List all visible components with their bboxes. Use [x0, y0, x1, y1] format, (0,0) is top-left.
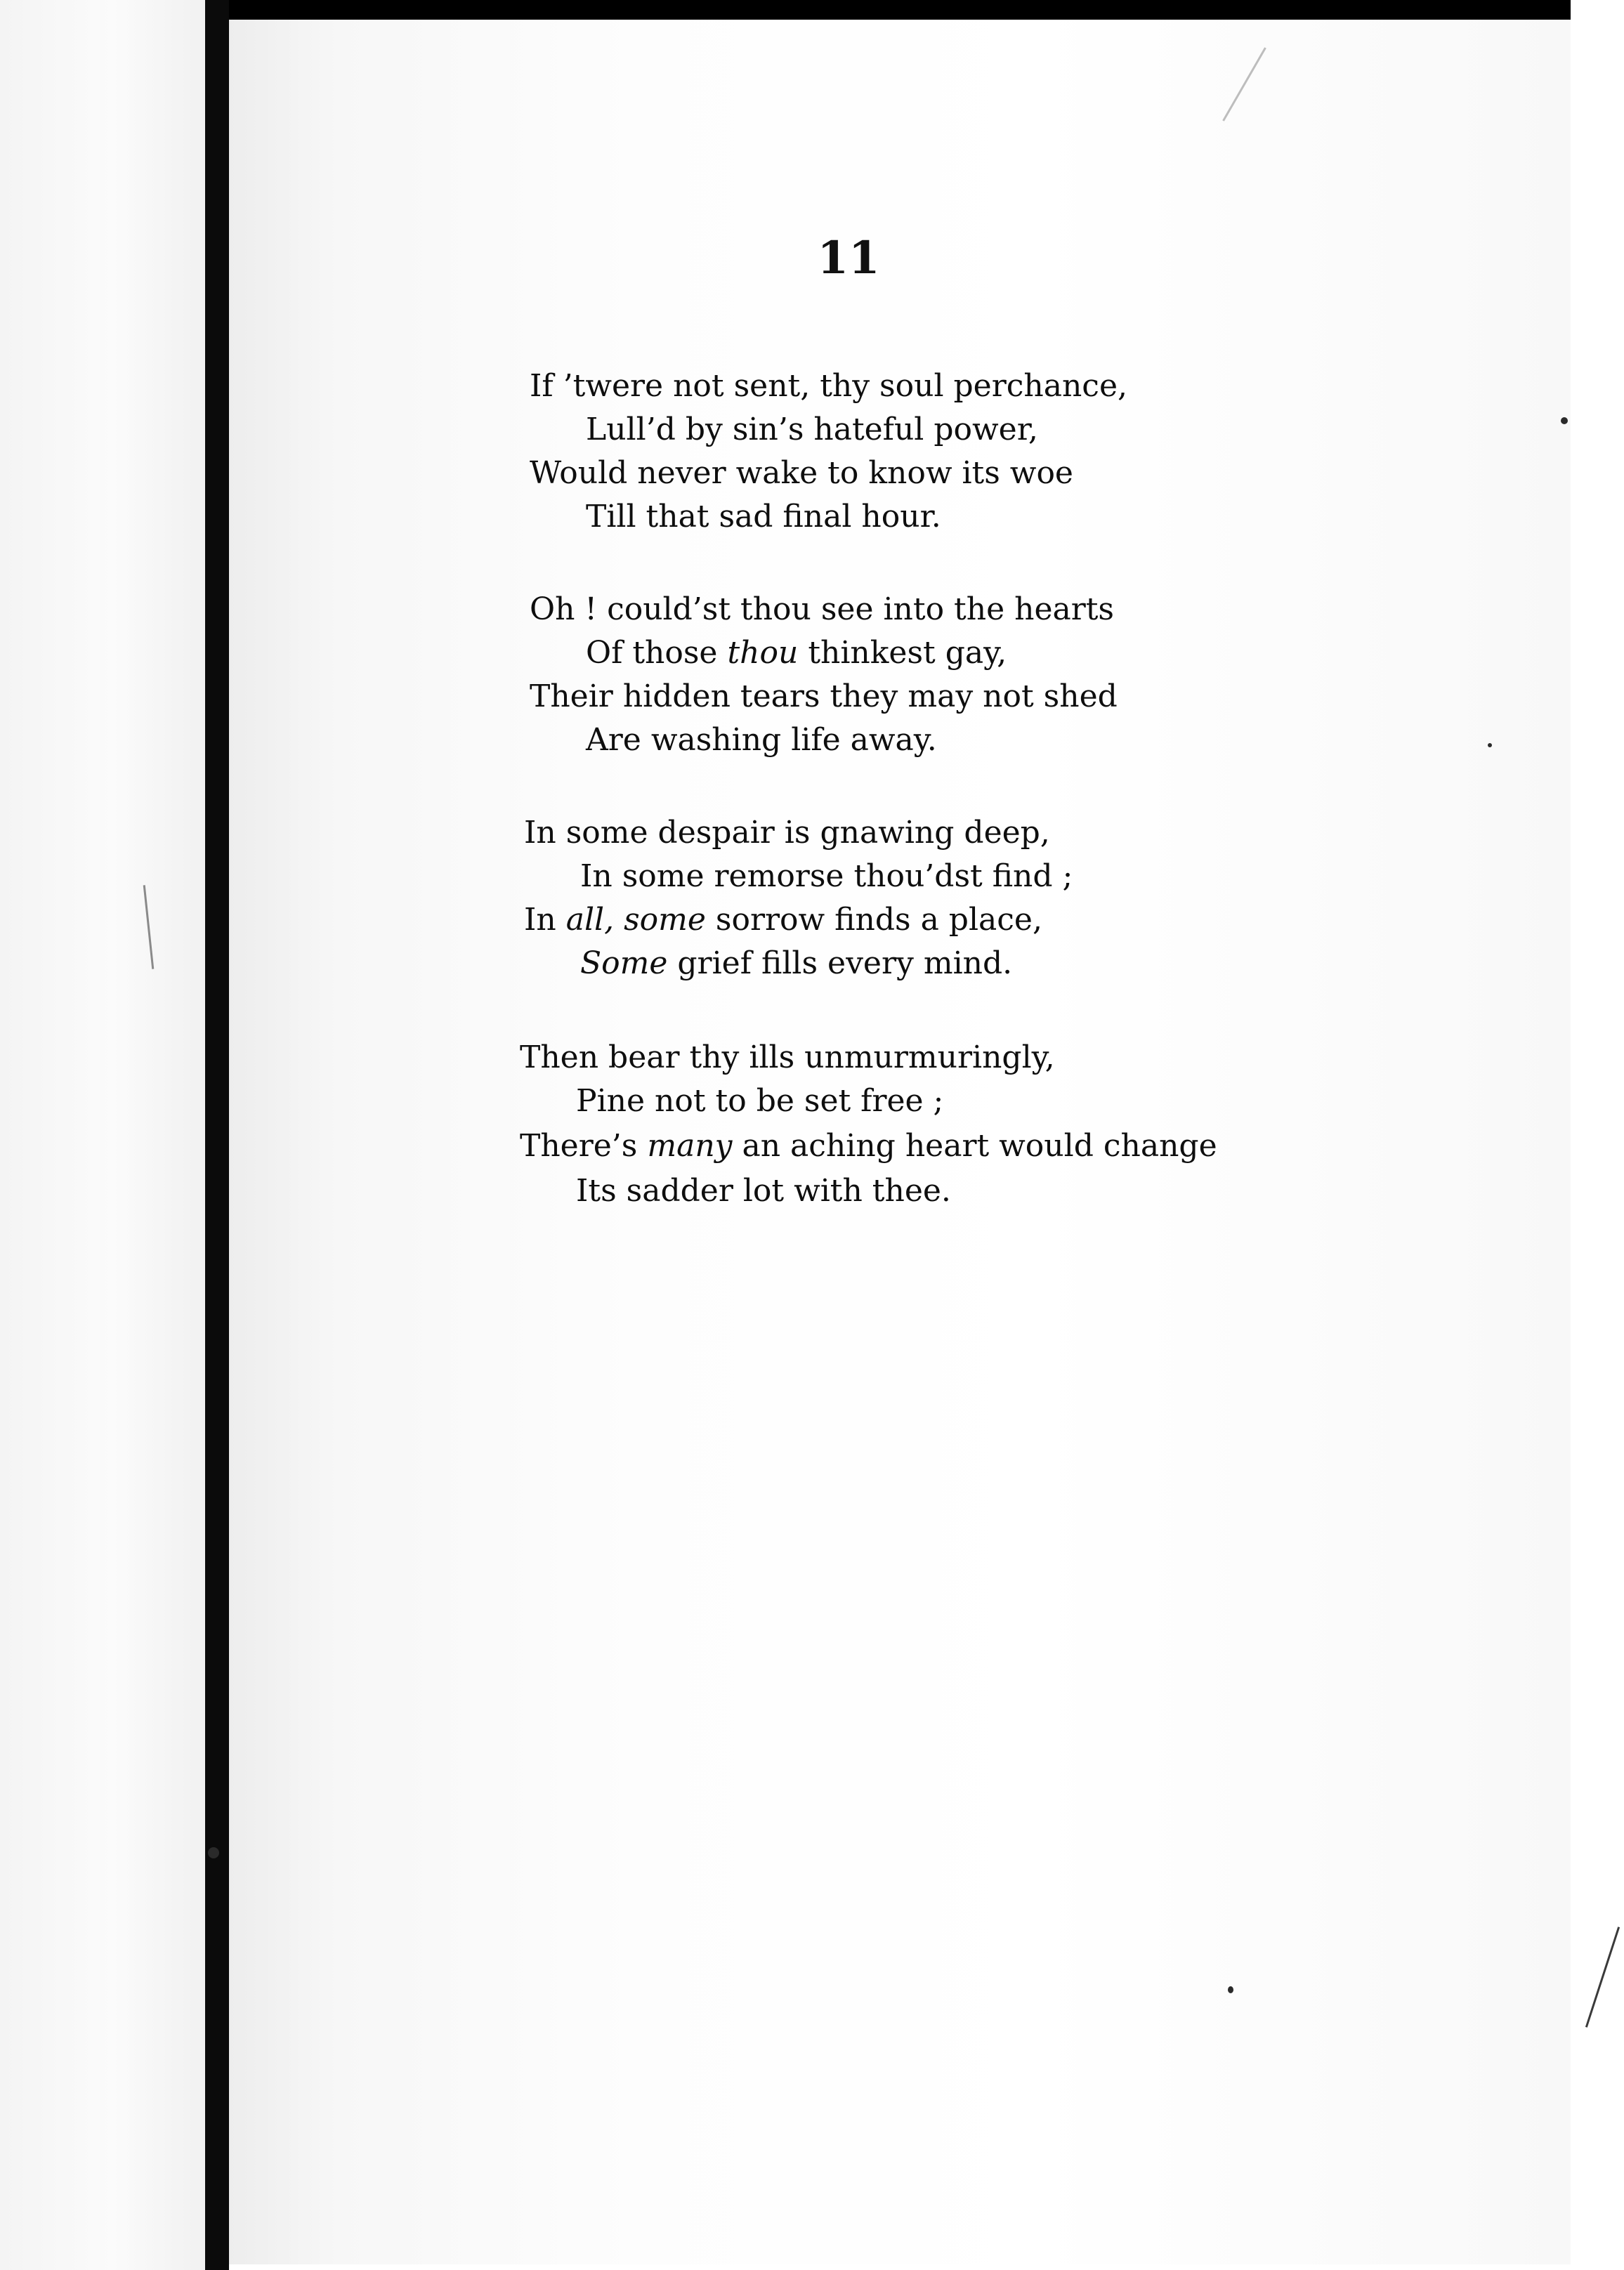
- poem-line: [586, 414, 1038, 445]
- poem-line: [580, 945, 1013, 981]
- line-text: In: [524, 902, 566, 938]
- line-text: sorrow finds a place,: [705, 902, 1042, 938]
- line-text: In some despair is gnawing deep,: [524, 815, 1050, 851]
- line-text: Are washing life away.: [586, 722, 937, 758]
- poem-line: [586, 722, 937, 758]
- line-text: Of those: [586, 635, 728, 671]
- poem-line: [586, 501, 941, 532]
- line-text: Lull’d by sin’s hateful power,: [586, 412, 1038, 447]
- line-text: Then bear thy ills unmurmuringly,: [520, 1039, 1055, 1075]
- poem-line: [576, 1173, 951, 1209]
- italic-text: all, some: [565, 902, 706, 938]
- poem-line: [524, 902, 1042, 938]
- poem-line: [520, 1039, 1055, 1075]
- line-text: grief fills every mind.: [667, 945, 1013, 981]
- line-text: Its sadder lot with thee.: [576, 1173, 951, 1209]
- poem-line: [586, 635, 1007, 671]
- poem-line: [530, 455, 1073, 491]
- line-text: Till that sad final hour.: [586, 499, 941, 534]
- line-text: thinkest gay,: [798, 635, 1007, 671]
- line-text: Their hidden tears they may not shed: [530, 678, 1118, 714]
- line-text: There’s: [520, 1128, 648, 1164]
- poem-line: [530, 368, 1127, 404]
- line-text: Oh ! could’st thou see into the hearts: [530, 591, 1115, 627]
- italic-text: thou: [727, 635, 799, 671]
- poem-line: [576, 1083, 944, 1119]
- italic-text: many: [647, 1128, 733, 1164]
- line-text: If ’twere not sent, thy soul perchance,: [530, 368, 1127, 404]
- poem-line: [530, 678, 1118, 714]
- line-text: Would never wake to know its woe: [530, 455, 1073, 491]
- page-number: 11: [817, 232, 880, 284]
- poem-line: [530, 591, 1115, 627]
- line-text: an aching heart would change: [732, 1128, 1217, 1164]
- line-text: Pine not to be set free ;: [576, 1083, 944, 1119]
- poem-line: [580, 858, 1073, 894]
- poem-line: [524, 815, 1050, 851]
- italic-text: Some: [580, 945, 668, 981]
- poem-line: [520, 1128, 1217, 1164]
- line-text: In some remorse thou’dst find ;: [580, 858, 1073, 894]
